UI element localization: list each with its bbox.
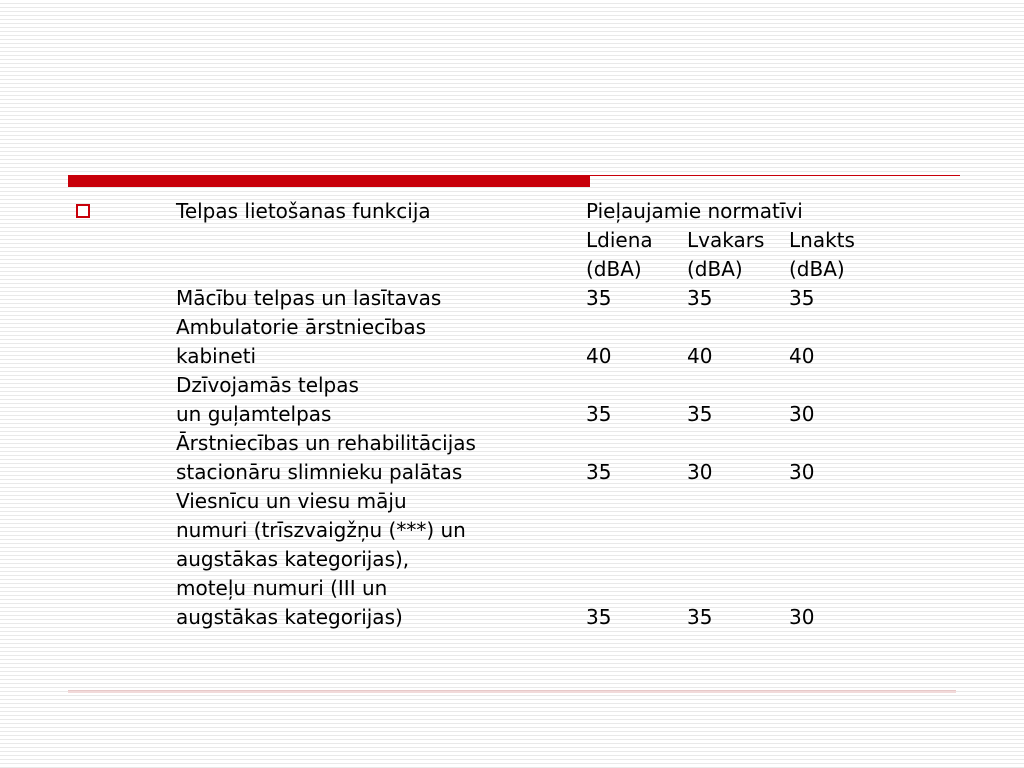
noise-limits-table-container: [176, 197, 879, 632]
column-unit-lnakts: (dBA): [789, 257, 845, 281]
footer-divider: [68, 690, 956, 693]
row-value-ldiena: 35: [586, 286, 612, 310]
row-function-line: moteļu numuri (III un: [176, 576, 388, 600]
table-header-row: [176, 197, 879, 226]
row-function: [176, 371, 586, 429]
row-function-line: numuri (trīszvaigžņu (***) un: [176, 518, 466, 542]
table-row: [176, 371, 879, 429]
row-function: [176, 284, 586, 313]
row-value-ldiena: 40: [586, 344, 612, 368]
row-function-line: Mācību telpas un lasītavas: [176, 286, 442, 310]
column-name-ldiena: Ldiena: [586, 228, 653, 252]
table-column-unit-row: [176, 255, 879, 284]
table-row: [176, 313, 879, 371]
table-row: [176, 429, 879, 487]
row-function: [176, 487, 586, 632]
row-value-lnakts: 40: [789, 344, 815, 368]
row-function-line: augstākas kategorijas): [176, 605, 403, 629]
header-function-label: Telpas lietošanas funkcija: [176, 199, 431, 223]
divider-thick-segment: [68, 175, 590, 187]
row-value-lvakars: 30: [687, 460, 713, 484]
row-function-line: stacionāru slimnieku palātas: [176, 460, 463, 484]
table-row: [176, 487, 879, 632]
row-function-line: kabineti: [176, 344, 257, 368]
row-function: [176, 313, 586, 371]
row-value-ldiena: 35: [586, 605, 612, 629]
row-function-line: Viesnīcu un viesu māju: [176, 489, 407, 513]
table-column-name-row: [176, 226, 879, 255]
header-normatives-label: Pieļaujamie normatīvi: [586, 199, 803, 223]
noise-limits-table: [176, 197, 879, 632]
row-value-lvakars: 35: [687, 605, 713, 629]
row-value-lnakts: 30: [789, 605, 815, 629]
row-function: [176, 429, 586, 487]
row-value-lnakts: 30: [789, 460, 815, 484]
row-function-line: Ārstniecības un rehabilitācijas: [176, 431, 476, 455]
row-function-line: Dzīvojamās telpas: [176, 373, 359, 397]
table-row: [176, 284, 879, 313]
row-value-lnakts: 30: [789, 402, 815, 426]
row-value-lvakars: 35: [687, 286, 713, 310]
column-unit-ldiena: (dBA): [586, 257, 642, 281]
row-value-ldiena: 35: [586, 402, 612, 426]
row-function-line: augstākas kategorijas),: [176, 547, 410, 571]
row-value-lvakars: 35: [687, 402, 713, 426]
row-value-ldiena: 35: [586, 460, 612, 484]
row-function-line: Ambulatorie ārstniecības: [176, 315, 427, 339]
row-function-line: un guļamtelpas: [176, 402, 332, 426]
row-value-lnakts: 35: [789, 286, 815, 310]
square-bullet-icon: [76, 204, 90, 218]
row-value-lvakars: 40: [687, 344, 713, 368]
column-name-lvakars: Lvakars: [687, 228, 765, 252]
divider-thin-segment: [590, 175, 960, 176]
column-name-lnakts: Lnakts: [789, 228, 855, 252]
title-divider: [68, 174, 960, 188]
column-unit-lvakars: (dBA): [687, 257, 743, 281]
